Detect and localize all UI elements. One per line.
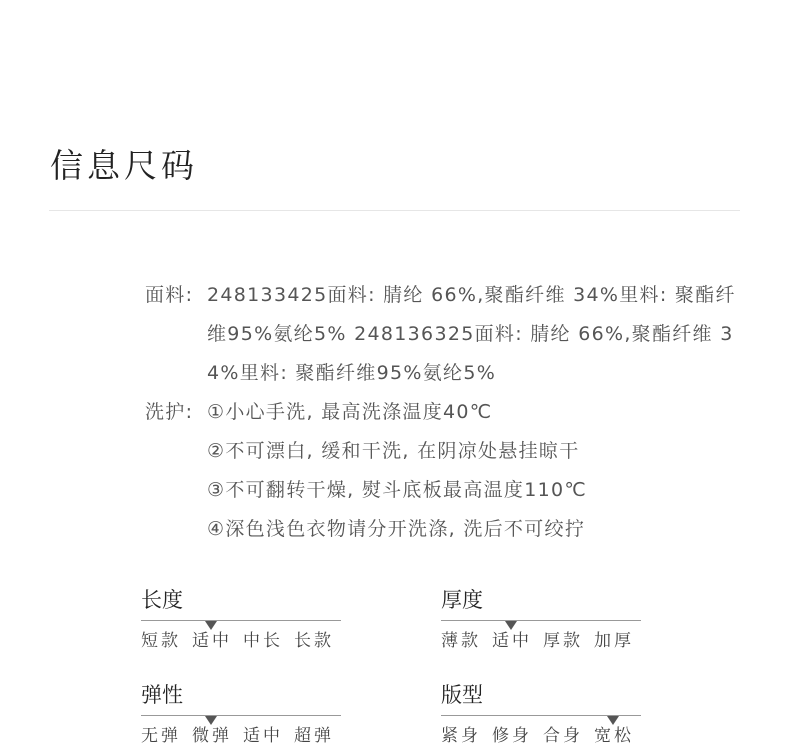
fabric-label: 面料: bbox=[145, 284, 194, 306]
fabric-row bbox=[145, 276, 745, 393]
length-selected-marker bbox=[205, 621, 217, 630]
thickness-option: 加厚 bbox=[594, 631, 634, 651]
fit-option: 紧身 bbox=[441, 726, 481, 746]
elasticity-scale-track bbox=[141, 715, 341, 716]
elasticity-scale bbox=[141, 681, 341, 747]
length-scale-options bbox=[141, 630, 341, 652]
spec-block bbox=[145, 276, 745, 549]
care-label: 洗护: bbox=[145, 401, 194, 423]
thickness-scale-title: 厚度 bbox=[441, 588, 483, 612]
elasticity-option: 适中 bbox=[243, 726, 283, 746]
fabric-content: 248133425面料: 腈纶 66%,聚酯纤维 34%里料: 聚酯纤维95%氨纶5% 248136325面料: 腈纶 66%,聚酯纤维 34%里料: 聚酯纤维95%氨纶5% bbox=[207, 284, 736, 384]
care-instruction: ①小心手洗, 最高洗涤温度40℃ bbox=[207, 401, 493, 423]
fit-scale bbox=[441, 681, 641, 747]
thickness-scale-track bbox=[441, 620, 641, 621]
length-option: 中长 bbox=[243, 631, 283, 651]
elasticity-option: 微弹 bbox=[192, 726, 232, 746]
elasticity-option: 无弹 bbox=[141, 726, 181, 746]
care-instruction: ②不可漂白, 缓和干洗, 在阴凉处悬挂晾干 bbox=[207, 440, 580, 462]
care-instruction: ④深色浅色衣物请分开洗涤, 洗后不可绞拧 bbox=[207, 518, 586, 540]
length-scale-track bbox=[141, 620, 341, 621]
thickness-option: 薄款 bbox=[441, 631, 481, 651]
thickness-selected-marker bbox=[505, 621, 517, 630]
elasticity-scale-options bbox=[141, 725, 341, 747]
length-option: 长款 bbox=[294, 631, 334, 651]
length-option: 适中 bbox=[192, 631, 232, 651]
thickness-scale-options bbox=[441, 630, 641, 652]
length-scale bbox=[141, 586, 341, 652]
elasticity-selected-marker bbox=[205, 716, 217, 725]
fit-option: 修身 bbox=[492, 726, 532, 746]
thickness-option: 厚款 bbox=[543, 631, 583, 651]
length-option: 短款 bbox=[141, 631, 181, 651]
care-instruction: ③不可翻转干燥, 熨斗底板最高温度110℃ bbox=[207, 479, 588, 501]
fit-scale-title: 版型 bbox=[441, 683, 483, 707]
elasticity-option: 超弹 bbox=[294, 726, 334, 746]
thickness-option: 适中 bbox=[492, 631, 532, 651]
fit-option: 合身 bbox=[543, 726, 583, 746]
elasticity-scale-title: 弹性 bbox=[141, 683, 183, 707]
fit-scale-track bbox=[441, 715, 641, 716]
fit-option: 宽松 bbox=[594, 726, 634, 746]
fit-selected-marker bbox=[607, 716, 619, 725]
title-divider bbox=[49, 210, 740, 211]
length-scale-title: 长度 bbox=[141, 588, 183, 612]
care-content bbox=[207, 393, 745, 549]
care-row bbox=[145, 393, 745, 549]
thickness-scale bbox=[441, 586, 641, 652]
fit-scale-options bbox=[441, 725, 641, 747]
page-title: 信息尺码 bbox=[50, 146, 198, 185]
